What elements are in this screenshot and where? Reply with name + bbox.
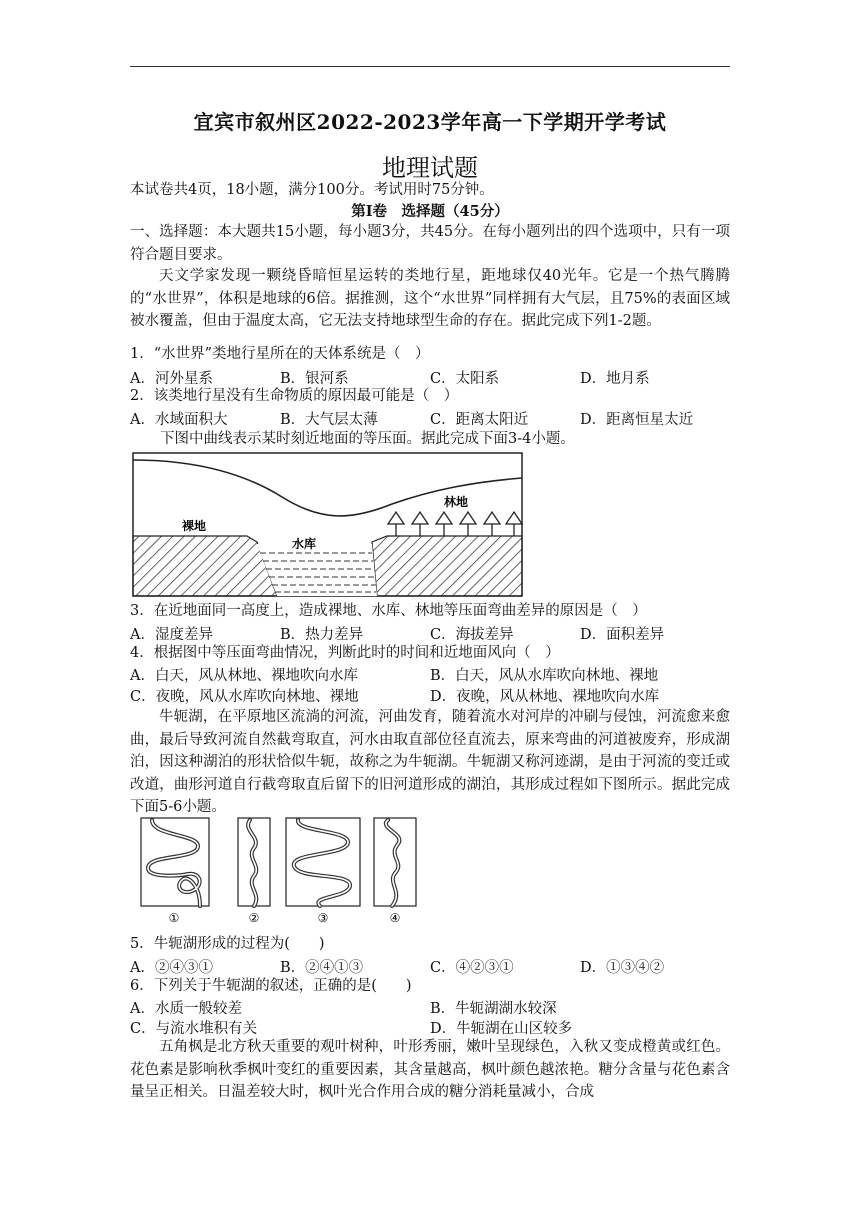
top-rule (130, 66, 730, 67)
stage-label-1: ① (168, 911, 180, 925)
q1-option-c: C．太阳系 (430, 371, 500, 387)
q3-option-a: A．湿度差异 (130, 627, 213, 643)
q4-option-b: B．白天，风从水库吹向林地、裸地 (430, 668, 659, 684)
q1-option-a: A．河外星系 (130, 371, 213, 387)
label-bare-land: 裸地 (182, 519, 207, 533)
isobar-figure (132, 452, 524, 598)
stage-label-3: ③ (317, 911, 329, 925)
passage-1: 天文学家发现一颗绕昏暗恒星运转的类地行星，距地球仅40光年。它是一个热气腾腾的“水世界”，体积是地球的6倍。据推测，这个“水世界”同样拥有大气层，且75%的表面区域被水覆盖，但由于温度太高，它无法支持地球型生命的存在。据此完成下列1-2题。 (130, 268, 730, 329)
section-heading: 第I卷 选择题（45分） (351, 203, 509, 220)
q5-option-a: A．②④③① (130, 960, 213, 976)
q4-option-a: A．白天，风从林地、裸地吹向水库 (130, 668, 358, 684)
question-6: 6．下列关于牛轭湖的叙述，正确的是( ) (130, 978, 412, 994)
q2-option-a: A．水域面积大 (130, 412, 228, 428)
q5-option-b: B．②④①③ (280, 960, 364, 976)
exam-title: 宜宾市叙州区2022-2023学年高一下学期开学考试 (193, 110, 667, 134)
q2-option-c: C．距离太阳近 (430, 412, 529, 428)
forest-ground (372, 536, 522, 596)
q3-option-c: C．海拔差异 (430, 627, 514, 643)
q2-option-b: B．大气层太薄 (280, 412, 378, 428)
label-reservoir: 水库 (292, 537, 317, 551)
oxbow-figure (138, 816, 418, 926)
stage-label-4: ④ (389, 911, 401, 925)
label-forest: 林地 (444, 495, 469, 509)
passage-4: 五角枫是北方秋天重要的观叶树种，叶形秀丽，嫩叶呈现绿色，入秋又变成橙黄或红色。花色素是影响秋季枫叶变红的重要因素，其含量越高，枫叶颜色越浓艳。糖分含量与花色素含量呈正相关。日温差较大时，枫叶光合作用合成的糖分消耗量减小，合成 (130, 1039, 730, 1100)
question-2: 2．该类地行星没有生命物质的原因最可能是（ ） (130, 388, 459, 404)
exam-intro: 本试卷共4页，18小题，满分100分。考试用时75分钟。 (130, 182, 494, 198)
q2-option-d: D．距离恒星太近 (580, 412, 694, 428)
q6-option-d: D．牛轭湖在山区较多 (430, 1021, 573, 1037)
q4-option-d: D．夜晚，风从林地、裸地吹向水库 (430, 689, 660, 705)
q6-option-b: B．牛轭湖湖水较深 (430, 1001, 557, 1017)
question-5: 5．牛轭湖形成的过程为( ) (130, 936, 325, 952)
q6-option-c: C．与流水堆积有关 (130, 1021, 258, 1037)
question-1: 1．“水世界”类地行星所在的天体系统是（ ） (130, 346, 430, 362)
q1-option-b: B．银河系 (280, 371, 349, 387)
passage-2: 下图中曲线表示某时刻近地面的等压面。据此完成下面3-4小题。 (160, 431, 575, 447)
reservoir-water (257, 544, 377, 596)
q3-option-d: D．面积差异 (580, 627, 665, 643)
q1-option-d: D．地月系 (580, 371, 650, 387)
question-4: 4．根据图中等压面弯曲情况，判断此时的时间和近地面风向（ ） (130, 645, 560, 661)
question-3: 3．在近地面同一高度上，造成裸地、水库、林地等压面弯曲差异的原因是（ ） (130, 603, 647, 619)
q5-option-d: D．①③④② (580, 960, 665, 976)
river-paths (148, 820, 399, 906)
instructions: 一、选择题：本大题共15小题，每小题3分，共45分。在每小题列出的四个选项中，只有一项符合题目要求。 (130, 224, 730, 263)
stage-label-2: ② (248, 911, 260, 925)
bare-land-ground (133, 536, 277, 596)
q4-option-c: C．夜晚，风从水库吹向林地、裸地 (130, 689, 359, 705)
exam-subtitle: 地理试题 (382, 154, 478, 182)
q6-option-a: A．水质一般较差 (130, 1001, 242, 1017)
q5-option-c: C．④②③① (430, 960, 514, 976)
passage-3: 牛轭湖，在平原地区流淌的河流，河曲发育，随着流水对河岸的冲刷与侵蚀，河流愈来愈曲，最后导致河流自然截弯取直，河水由取直部位径直流去，原来弯曲的河道被废弃，形成湖泊，因这种湖泊的形状恰似牛轭，故称之为牛轭湖。牛轭湖又称河迹湖，是由于河流的变迁或改道，曲形河道自行截弯取直后留下的旧河道形成的湖泊，其形成过程如下图所示。据此完成下面5-6小题。 (130, 709, 730, 815)
q3-option-b: B．热力差异 (280, 627, 364, 643)
